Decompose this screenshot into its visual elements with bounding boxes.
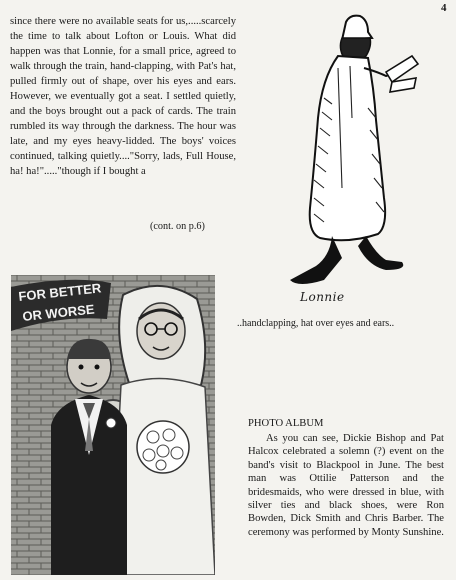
continued-note: (cont. on p.6) — [150, 221, 205, 232]
sketch-signature: Lonnie — [300, 290, 345, 304]
photo-album-text: As you can see, Dickie Bishop and Pat Halcox celebrated a solemn (?) event on the band's visit to Blackpool in June. The best man was Ottilie Patterson and the bridesmaids, who were dressed in blue, with silver ties and black shoes, were Ron Bowden, Dick Smith and Chris Barber. The ceremony was performed by Monty Sunshine. — [248, 433, 444, 538]
lonnie-sketch — [268, 8, 428, 293]
wedding-photo — [11, 275, 215, 575]
page-number: 4 — [441, 2, 447, 14]
photo-album-heading: PHOTO ALBUM — [248, 418, 324, 429]
sign-text-line2: OR WORSE — [21, 301, 96, 324]
story-text: since there were no available seats for us,.....scarcely the time to talk about Lofton or Louis. What did happen was that Lonnie, for a small price, agreed to walk through the train, hand-clapping, with Pat's hat, pulled firmly out of shape, over his eyes and ears. However, we eventually got a seat. I settled quietly, and the boys brought out a pack of cards. The train rumbled its way through the darkness. The hour was late, and my eyes heavy-lidded. The boys' voices continued, talking quietly...."Sorry, lads, Full House, ha! ha!"....."though if I bought a — [10, 16, 236, 177]
sign-text-line1: FOR BETTER — [17, 280, 102, 304]
sketch-caption: ..handclapping, hat over eyes and ears.. — [237, 318, 395, 329]
